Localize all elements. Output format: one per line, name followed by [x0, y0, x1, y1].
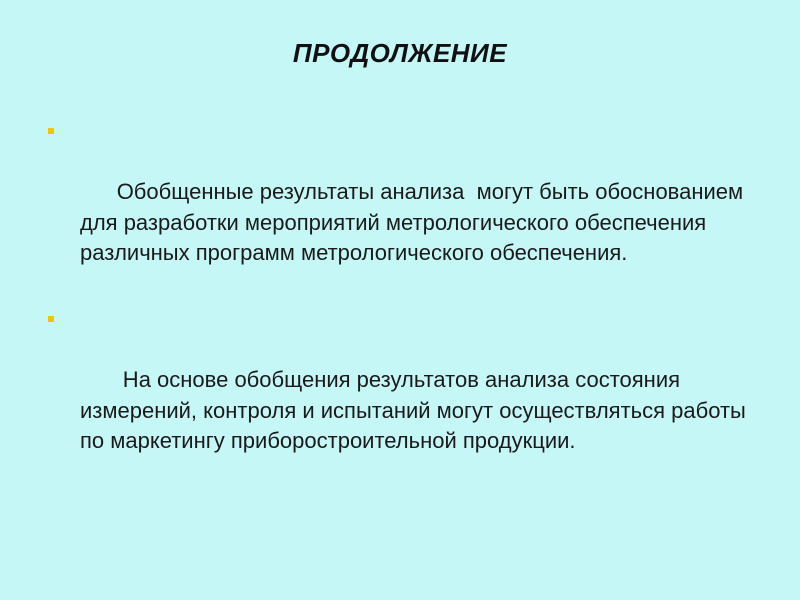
bullet-text: Обобщенные результаты анализа могут быть обоснованием для разработки мероприятий метрологического обеспечения различных программ метрологического обеспечения. — [80, 179, 750, 265]
slide-title: ПРОДОЛЖЕНИЕ — [292, 38, 508, 68]
bullet-item — [42, 116, 762, 299]
square-bullet-icon — [48, 316, 54, 322]
bullet-list — [42, 116, 762, 492]
bullet-item — [42, 304, 762, 487]
bullet-text: На основе обобщения результатов анализа состояния измерений, контроля и испытаний могут осуществляться работы по маркетингу приборостроительной продукции. — [80, 367, 752, 453]
square-bullet-icon — [48, 128, 54, 134]
